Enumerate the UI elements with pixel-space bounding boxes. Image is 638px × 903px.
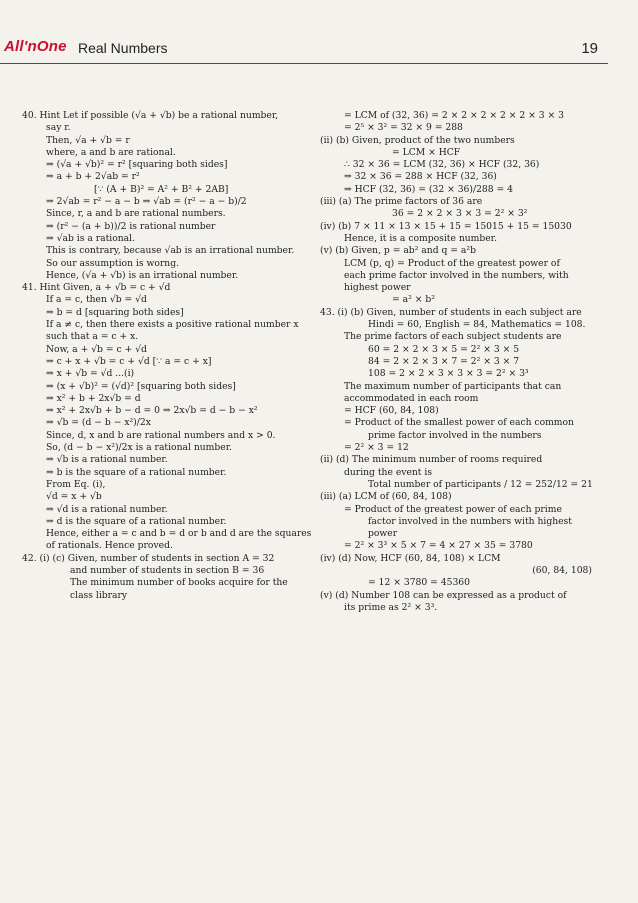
text-line: of rationals. Hence proved.	[46, 540, 173, 552]
text-line: = 12 × 3780 = 45360	[368, 577, 470, 589]
text-line: If a ≠ c, then there exists a positive rational number x	[46, 319, 299, 331]
text-line: = 2² × 3³ × 5 × 7 = 4 × 27 × 35 = 3780	[344, 540, 533, 552]
text-line: = Product of the smallest power of each common	[344, 417, 574, 429]
text-line: (iii) (a) The prime factors of 36 are	[320, 196, 483, 208]
text-line: = HCF (60, 84, 108)	[344, 405, 439, 417]
text-line: ⇒ √ab is a rational.	[46, 232, 136, 244]
text-line: = Product of the greatest power of each prime	[344, 503, 562, 515]
text-line: ⇒ (r² − (a + b))/2 is rational number	[46, 220, 216, 232]
text-line: Now, a + √b = c + √d	[46, 343, 147, 355]
right-column	[320, 110, 592, 614]
text-line: ⇒ √b = (d − b − x²)/2x	[46, 417, 151, 429]
text-line: highest power	[344, 282, 411, 294]
text-line: = 2⁵ × 3² = 32 × 9 = 288	[344, 122, 463, 134]
text-line: where, a and b are rational.	[46, 146, 176, 158]
text-line: = LCM × HCF	[392, 146, 461, 158]
text-line: Total number of participants / 12 = 252/12 = 21	[368, 478, 593, 490]
text-line: Hindi = 60, English = 84, Mathematics = 108.	[368, 319, 586, 331]
text-line: = 2² × 3 = 12	[344, 442, 409, 454]
text-line: Hence, (√a + √b) is an irrational number.	[46, 269, 239, 281]
text-line: So our assumption is worng.	[46, 257, 180, 269]
text-line: 84 = 2 × 2 × 3 × 7 = 2² × 3 × 7	[368, 355, 520, 367]
text-line: ⇒ √b is a rational number.	[46, 454, 168, 466]
text-line: = a² × b²	[392, 294, 435, 306]
text-line: say r.	[46, 122, 71, 134]
text-line: ⇒ c + x + √b = c + √d [∵ a = c + x]	[46, 355, 212, 367]
text-line: (iii) (a) LCM of (60, 84, 108)	[320, 491, 452, 503]
text-line: Then, √a + √b = r	[46, 134, 130, 146]
text-line: 40. Hint Let if possible (√a + √b) be a rational number,	[22, 110, 279, 121]
text-line: ⇒ b = d [squaring both sides]	[46, 306, 184, 318]
text-line: its prime as 2² × 3³.	[344, 601, 438, 613]
text-line: class library	[70, 589, 128, 601]
text-line: ⇒ 2√ab = r² − a − b ⇒ √ab = (r² − a − b)/2	[46, 196, 247, 208]
text-line: (v) (d) Number 108 can be expressed as a product of	[320, 589, 567, 601]
text-line: This is contrary, because √ab is an irrational number.	[46, 245, 295, 257]
text-line: ⇒ √d is a rational number.	[46, 503, 168, 515]
text-line: [∵ (A + B)² = A² + B² + 2AB]	[94, 183, 229, 195]
text-line: Hence, it is a composite number.	[344, 232, 497, 244]
text-line: So, (d − b − x²)/2x is a rational number.	[46, 442, 233, 454]
text-line: The prime factors of each subject students are	[344, 331, 562, 343]
text-line: ⇒ d is the square of a rational number.	[46, 515, 227, 527]
text-line: Since, r, a and b are rational numbers.	[46, 208, 226, 220]
text-line: ⇒ b is the square of a rational number.	[46, 466, 227, 478]
text-line: each prime factor involved in the numbers, with	[344, 269, 569, 281]
text-line: ⇒ (√a + √b)² = r² [squaring both sides]	[46, 159, 228, 171]
text-line: and number of students in section B = 36	[70, 564, 265, 576]
text-line: (ii) (b) Given, product of the two numbers	[320, 134, 515, 146]
text-line: ⇒ a + b + 2√ab = r²	[46, 171, 140, 183]
text-line: = LCM of (32, 36) = 2 × 2 × 2 × 2 × 2 × 3 × 3	[344, 110, 565, 121]
text-line: (60, 84, 108)	[532, 564, 592, 576]
text-line: (iv) (d) Now, HCF (60, 84, 108) × LCM	[320, 552, 501, 564]
text-line: 43. (i) (b) Given, number of students in each subject are	[320, 306, 582, 318]
brand-logo: All'nOne	[4, 38, 67, 55]
text-line: From Eq. (i),	[46, 478, 106, 490]
text-line: ⇒ (x + √b)² = (√d)² [squaring both sides]	[46, 380, 236, 392]
text-line: √d = x + √b	[46, 491, 102, 503]
text-line: 108 = 2 × 2 × 3 × 3 × 3 = 2² × 3³	[368, 368, 529, 380]
text-line: ⇒ HCF (32, 36) = (32 × 36)/288 = 4	[344, 183, 513, 195]
text-line: 60 = 2 × 2 × 3 × 5 = 2² × 3 × 5	[368, 343, 520, 355]
page-header	[0, 0, 638, 72]
text-line: (iv) (b) 7 × 11 × 13 × 15 + 15 = 15015 + 15 = 15030	[320, 220, 572, 232]
text-line: such that a = c + x.	[46, 331, 139, 343]
chapter-title: Real Numbers	[78, 40, 168, 56]
text-line: during the event is	[344, 466, 433, 478]
text-line: The minimum number of books acquire for the	[70, 577, 288, 589]
text-line: Hence, either a = c and b = d or b and d are the squares	[46, 528, 312, 540]
text-line: 41. Hint Given, a + √b = c + √d	[22, 282, 171, 294]
text-line: The maximum number of participants that can	[344, 380, 562, 392]
text-line: Since, d, x and b are rational numbers and x > 0.	[46, 429, 276, 441]
text-line: (ii) (d) The minimum number of rooms required	[320, 454, 543, 466]
text-line: ⇒ 32 × 36 = 288 × HCF (32, 36)	[344, 171, 497, 183]
text-line: 42. (i) (c) Given, number of students in section A = 32	[22, 552, 275, 564]
text-line: ⇒ x² + 2x√b + b − d = 0 ⇒ 2x√b = d − b − x²	[46, 405, 258, 417]
text-line: ∴ 32 × 36 = LCM (32, 36) × HCF (32, 36)	[344, 159, 540, 171]
header-rule	[0, 63, 608, 64]
text-line: (v) (b) Given, p = ab² and q = a²b	[320, 245, 476, 257]
text-line: ⇒ x² + b + 2x√b = d	[46, 392, 141, 404]
text-line: factor involved in the numbers with highest	[368, 515, 572, 527]
text-line: accommodated in each room	[344, 392, 479, 404]
text-line: 36 = 2 × 2 × 3 × 3 = 2² × 3²	[392, 208, 528, 220]
text-line: LCM (p, q) = Product of the greatest power of	[344, 257, 560, 269]
text-line: prime factor involved in the numbers	[368, 429, 542, 441]
text-line: ⇒ x + √b = √d ...(i)	[46, 368, 135, 380]
text-line: power	[368, 528, 398, 540]
left-column	[22, 110, 312, 602]
page-number: 19	[581, 40, 598, 57]
text-line: If a = c, then √b = √d	[46, 294, 147, 306]
